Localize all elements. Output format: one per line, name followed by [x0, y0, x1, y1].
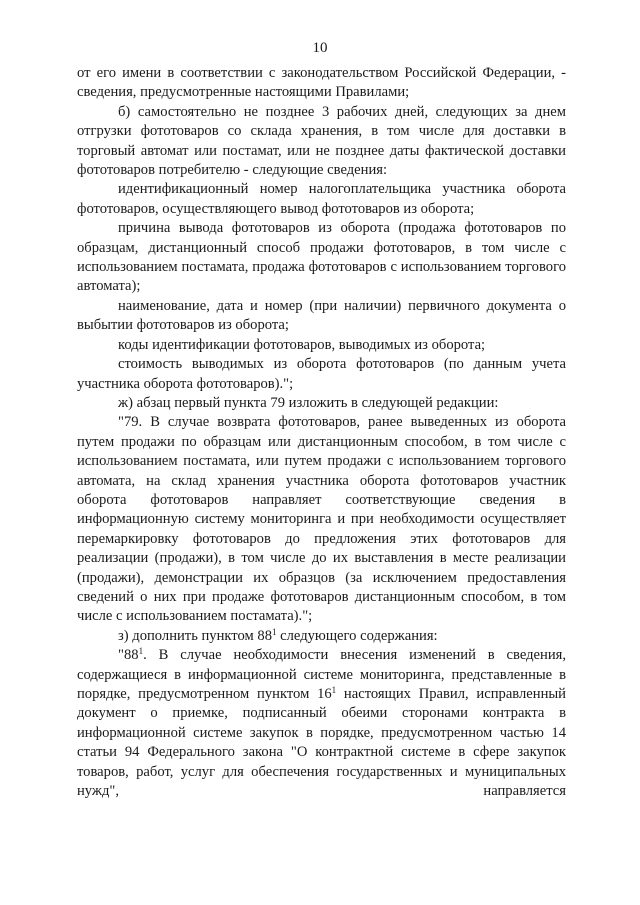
superscript-2: 1 [138, 646, 144, 657]
paragraph-2: б) самостоятельно не позднее 3 рабочих дней, следующих за днем отгрузки фототоваров со склада хранения, в том числе для доставки в торговый автомат или постамат, или не позднее даты фактической доставки фототоваров потребителю - следующие сведения: [77, 103, 566, 179]
paragraph-11-text-b: . В случае необходимости внесения изменений в сведения, содержащиеся в информационной системе мониторинга, представленные в порядке, предусмотренном пунктом 16 [77, 647, 566, 702]
paragraph-5: наименование, дата и номер (при наличии) первичного документа о выбытии фототоваров из оборота; [77, 297, 566, 334]
page-number: 10 [312, 40, 328, 56]
superscript-3: 1 [331, 685, 337, 695]
paragraph-3: идентификационный номер налогоплательщика участника оборота фототоваров, осуществляющего вывод фототоваров из оборота; [77, 181, 566, 217]
paragraph-9: "79. В случае возврата фототоваров, ранее выведенных из оборота путем продажи по образцам или дистанционным способом, в том числе с использованием постамата, или путем продажи с использованием торгового автомата, на склад хранения участника оборота фототоваров участник оборота фототоваров направляет соответствующие сведения в информационную систему мониторинга и при необходимости осуществляет перемаркировку фототоваров до предложения этих фототоваров для реализации (продажи), в том числе до их выставления в месте реализации (продажи), демонстрации их образцов (за исключением предоставления сведений о них при продаже фототоваров дистанционным способом, в том числе с использованием постамата)."; [77, 414, 566, 625]
paragraph-10-text-a: з) дополнить пунктом 88 [118, 627, 272, 644]
paragraph-10-text-b: следующего содержания: [276, 627, 438, 644]
paragraph-11-text-c: настоящих Правил, исправленный документ о приемке, подписанный обеими сторонами контракта в информационной системе закупок в порядке, предусмотренном частью 14 статьи 94 Федерального закона "О контрактной системе в сфере закупок товаров, работ, услуг для обеспечения государственных и муниципальных нужд", направляется [77, 686, 566, 800]
paragraph-11-text-a: "88 [118, 647, 139, 664]
superscript-1: 1 [272, 626, 277, 637]
paragraph-10 [77, 627, 566, 646]
paragraph-4: причина вывода фототоваров из оборота (продажа фототоваров по образцам, дистанционный способ продажи фототоваров, в том числе с использованием постамата, продажа фототоваров с использованием торгового автомата); [77, 220, 566, 295]
paragraph-8: ж) абзац первый пункта 79 изложить в следующей редакции: [118, 394, 499, 411]
paragraph-11 [77, 646, 566, 801]
paragraph-6: коды идентификации фототоваров, выводимых из оборота; [118, 336, 486, 353]
paragraph-1: от его имени в соответствии с законодательством Российской Федерации, - сведения, предусмотренные настоящими Правилами; [77, 65, 566, 101]
document-body [77, 64, 566, 801]
paragraph-7: стоимость выводимых из оборота фототоваров (по данным учета участника оборота фототоваров)."; [77, 356, 566, 392]
